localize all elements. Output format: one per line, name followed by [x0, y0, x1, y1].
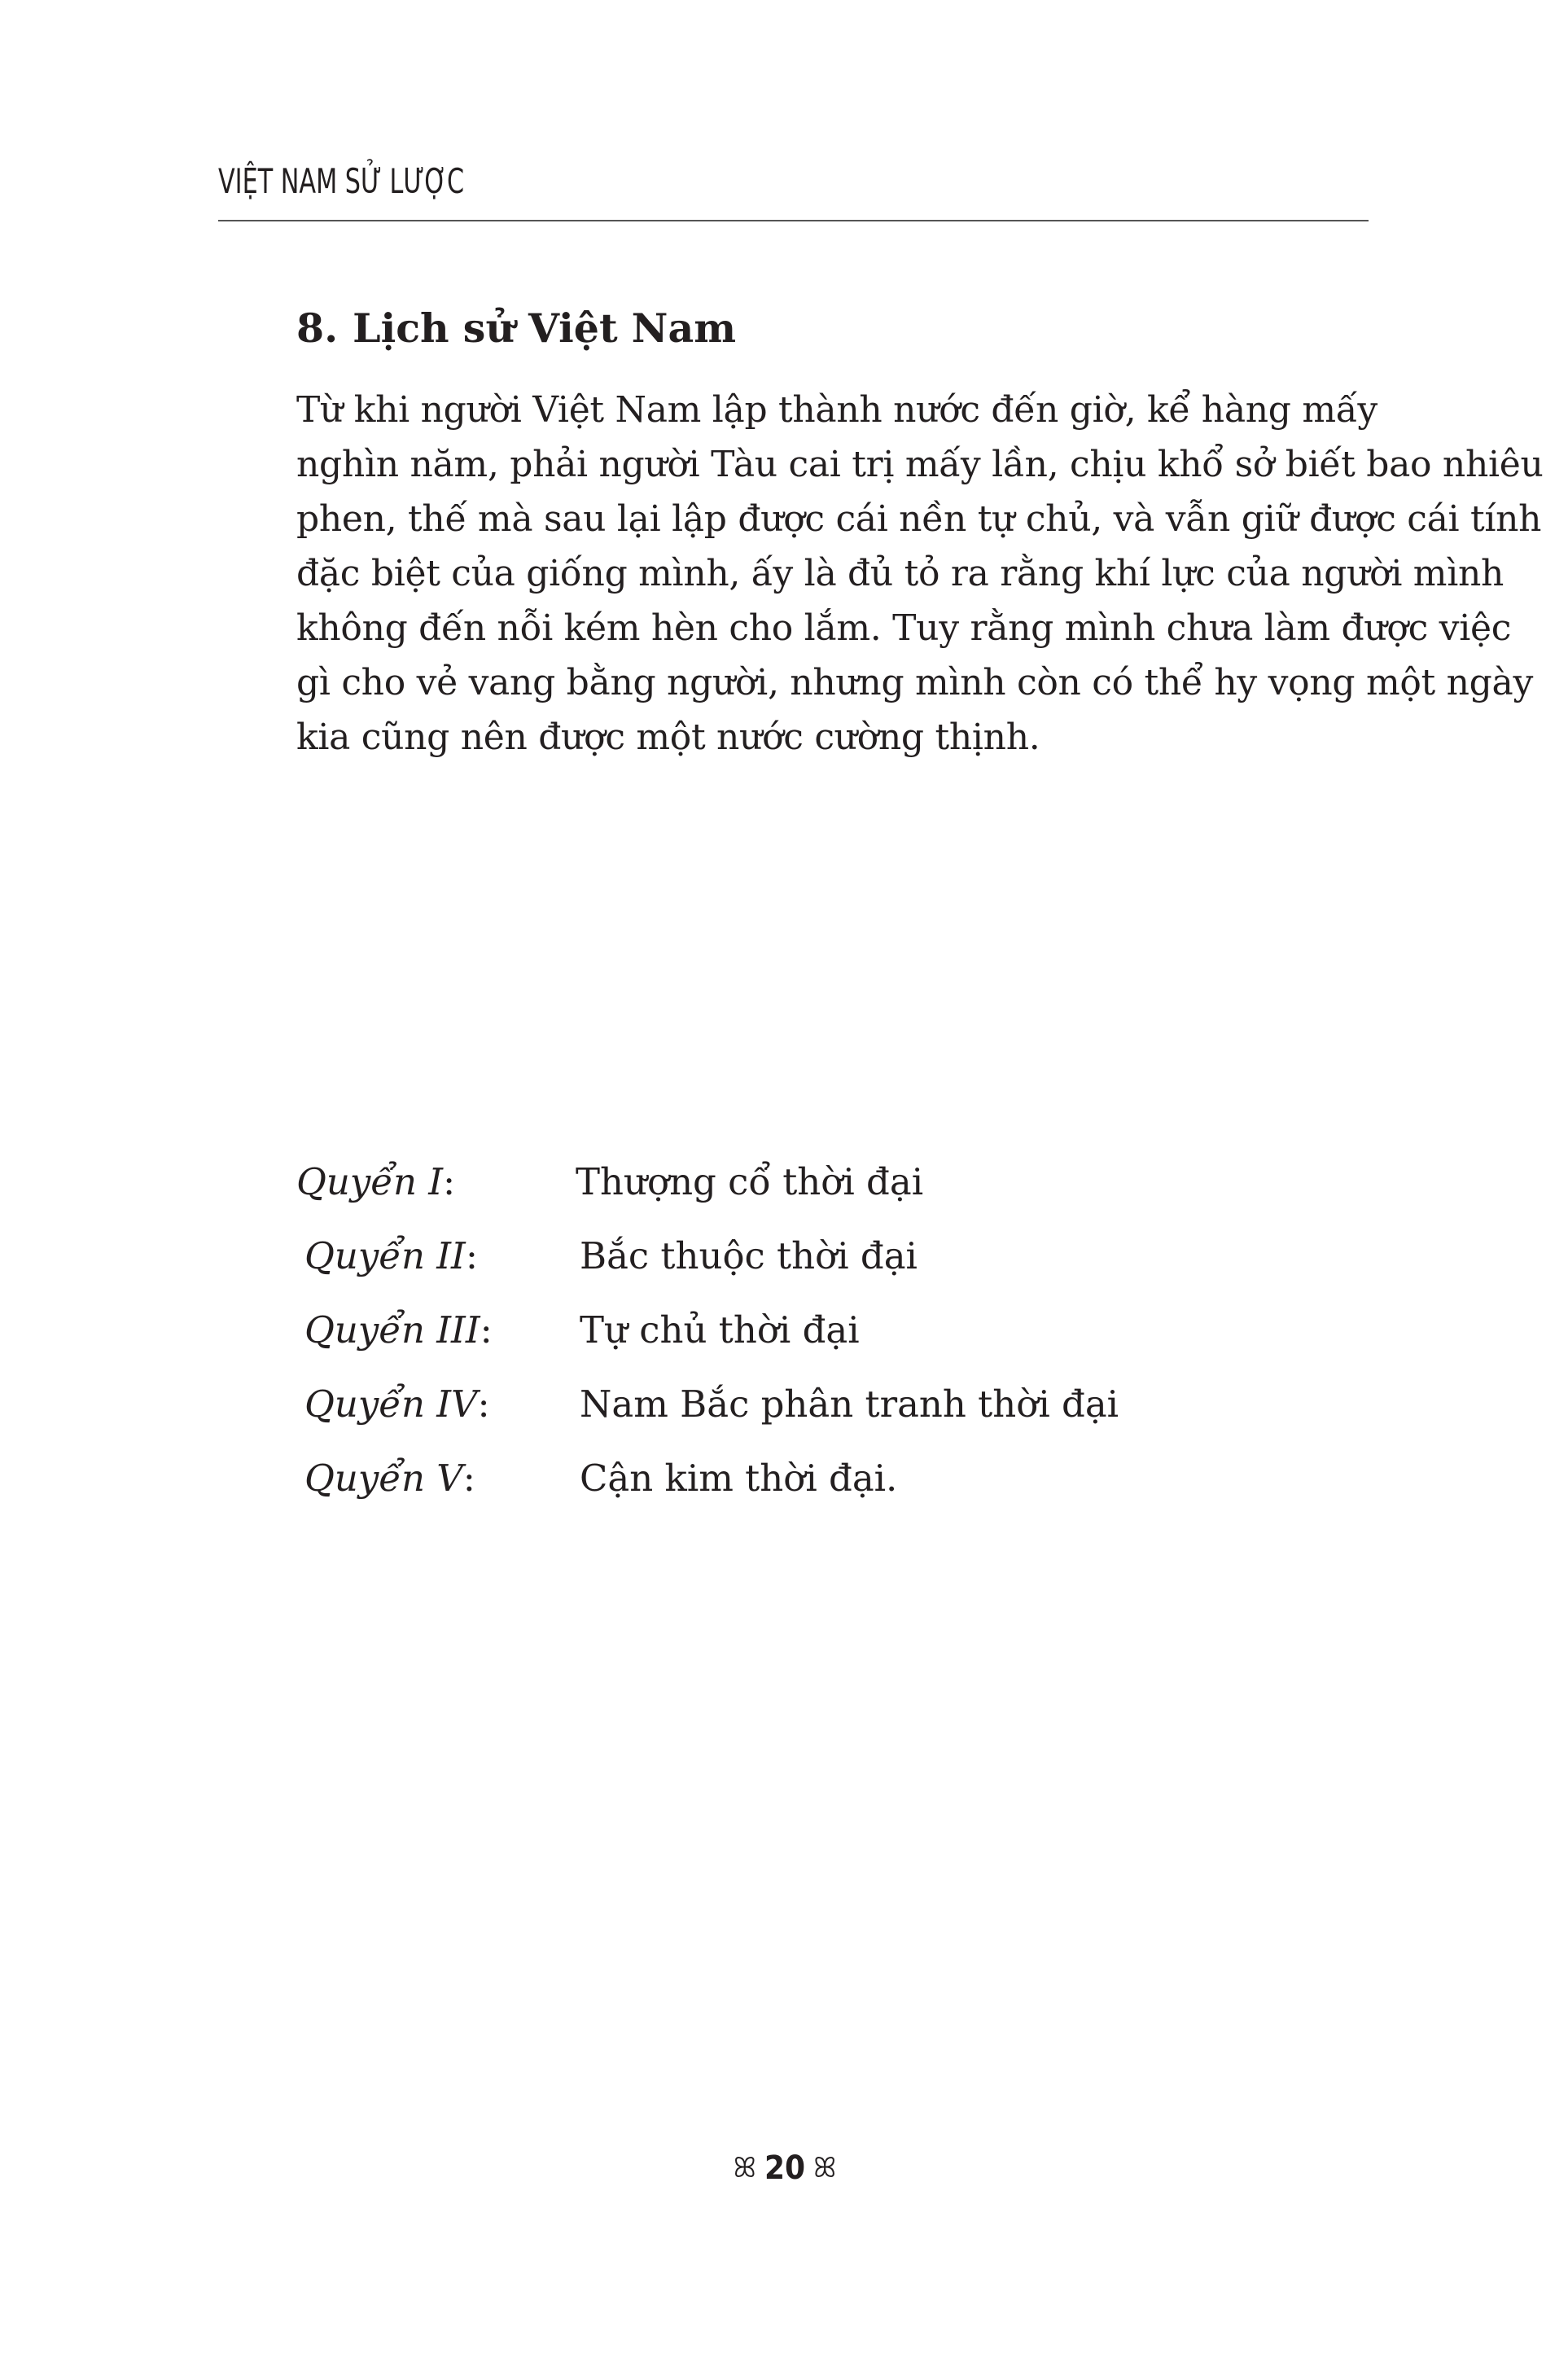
- section-title: Lịch sử Việt Nam: [353, 305, 737, 352]
- section-heading: [296, 305, 736, 352]
- page-number: 20: [764, 2149, 806, 2187]
- volume-label: Quyển I:: [296, 1160, 456, 1203]
- paragraph-line: gì cho vẻ vang bằng người, nhưng mình còn có thể hy vọng một ngày: [296, 662, 1534, 703]
- volume-label: Quyển II:: [304, 1234, 478, 1277]
- volume-title: Bắc thuộc thời đại: [580, 1234, 918, 1277]
- header-rule: [218, 220, 1369, 221]
- paragraph-line: phen, thế mà sau lại lập được cái nền tự chủ, và vẫn giữ được cái tính: [296, 498, 1542, 540]
- left-ornament-icon: ꕤ: [733, 2152, 756, 2184]
- volume-label: Quyển IV:: [304, 1382, 490, 1426]
- paragraph-line: Từ khi người Việt Nam lập thành nước đến giờ, kể hàng mấy: [296, 389, 1377, 431]
- paragraph-line: nghìn năm, phải người Tàu cai trị mấy lần, chịu khổ sở biết bao nhiêu: [296, 444, 1544, 485]
- paragraph-introduction: [296, 383, 1544, 765]
- volume-title: Thượng cổ thời đại: [576, 1160, 924, 1203]
- paragraph-line: kia cũng nên được một nước cường thịnh.: [296, 716, 1040, 758]
- volume-label: Quyển V:: [304, 1457, 475, 1500]
- volume-title: Tự chủ thời đại: [580, 1308, 860, 1352]
- paragraph-line: đặc biệt của giống mình, ấy là đủ tỏ ra rằng khí lực của người mình: [296, 553, 1504, 594]
- paragraph-line: không đến nỗi kém hèn cho lắm. Tuy rằng mình chưa làm được việc: [296, 607, 1512, 649]
- page-folio: [720, 2149, 850, 2187]
- volume-title: Nam Bắc phân tranh thời đại: [580, 1382, 1119, 1426]
- section-number: 8.: [296, 305, 339, 352]
- right-ornament-icon: ꕤ: [813, 2152, 837, 2184]
- running-header-title: VIỆT NAM SỬ LƯỢC: [218, 161, 465, 201]
- volume-title: Cận kim thời đại.: [580, 1457, 898, 1500]
- volume-label: Quyển III:: [304, 1308, 493, 1352]
